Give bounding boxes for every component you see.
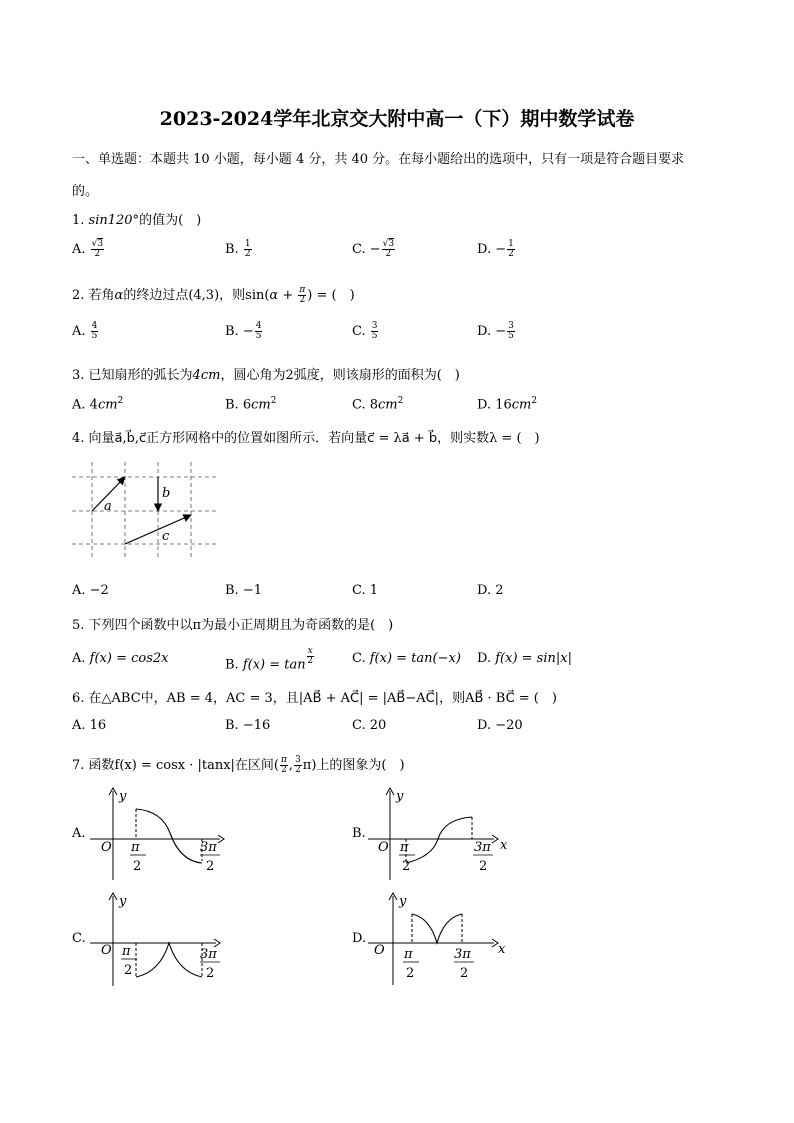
question-6-option-c: C. 20 [352, 718, 387, 733]
question-3-option-a: A. $4cm^2$ [72, 396, 124, 413]
svg-text:O: O [374, 943, 385, 958]
graph-a [88, 785, 228, 885]
svg-text:3π: 3π [454, 947, 471, 962]
svg-text:O: O [378, 840, 389, 855]
svg-text:O: O [101, 943, 112, 958]
question-5-option-b: B. f(x) = tan $\frac{x}{2}$ [225, 646, 314, 673]
question-3-option-d: D. $16cm^2$ [477, 396, 538, 413]
question-1-option-b: B. $\frac{1}{2}$ [225, 239, 251, 259]
svg-text:x: x [500, 838, 508, 853]
question-5-option-d: D. f(x) = sin|x| [477, 651, 572, 666]
question-3-option-b: B. $6cm^2$ [225, 396, 277, 413]
page-title: 2023-2024学年北京交大附中高一（下）期中数学试卷 [159, 108, 635, 130]
question-1-option-d: D. − $\frac{1}{2}$ [477, 239, 514, 259]
vector-grid-figure [66, 460, 226, 560]
question-7-option-a-label: A. [72, 826, 86, 841]
svg-text:2: 2 [206, 966, 215, 981]
fraction: $\frac{4}{5}$ [255, 321, 262, 341]
svg-text:2: 2 [206, 859, 215, 874]
svg-text:y: y [396, 789, 404, 804]
curve-b [406, 817, 472, 863]
question-4-option-a: A. −2 [72, 583, 109, 598]
svg-text:3π: 3π [200, 947, 217, 962]
svg-text:π: π [122, 944, 131, 959]
question-1-stem: 1. sin120°的值为( ) [72, 213, 202, 228]
svg-text:y: y [399, 894, 407, 909]
fraction: $\frac{3}{5}$ [508, 321, 514, 341]
label-b: b [162, 486, 171, 501]
question-7-stem: 7. 函数f(x) = cosx · |tanx|在区间( $\frac{\pi}{2}$ , $\frac{3}{2}$ π)上的图象为( ) [72, 755, 405, 775]
question-6-option-b: B. −16 [225, 718, 271, 733]
question-2-option-a: A. $\frac{4}{5}$ [72, 321, 98, 341]
svg-text:2: 2 [124, 963, 133, 978]
svg-text:y: y [119, 789, 127, 804]
fraction: $\frac{\pi}{2}$ [281, 755, 287, 775]
fraction: $\frac{x}{2}$ [307, 646, 314, 666]
question-1-option-a: A. $\frac{√3}{2}$ [72, 239, 104, 259]
graph-b [366, 785, 516, 885]
question-7-option-d-label: D. [352, 931, 367, 946]
question-4-stem: 4. 向量a⃗,b⃗,c⃗正方形网格中的位置如图所示．若向量c⃗ = λa⃗ + b⃗，则实数λ = ( ) [72, 431, 540, 446]
question-2-option-b: B. − $\frac{4}{5}$ [225, 321, 262, 341]
svg-text:3π: 3π [474, 840, 491, 855]
fraction: $\frac{4}{5}$ [91, 321, 98, 341]
svg-text:π: π [404, 947, 413, 962]
question-7-option-b-label: B. [352, 826, 366, 841]
label-a: a [104, 499, 112, 514]
question-4-option-d: D. 2 [477, 583, 504, 598]
svg-text:3π: 3π [200, 840, 217, 855]
question-1-option-c: C. − $\frac{√3}{2}$ [352, 239, 395, 259]
question-6-stem: 6. 在△ABC中，AB = 4，AC = 3，且|AB⃗ + AC⃗| = |AB⃗−AC⃗|，则AB⃗ · BC⃗ = ( ) [72, 691, 557, 706]
svg-text:π: π [131, 840, 140, 855]
question-2-stem: 2. 若角α的终边过点(4,3)，则sin(α + $\frac{\pi}{2}$ ) = ( ) [72, 285, 355, 305]
question-4-option-c: C. 1 [352, 583, 379, 598]
section-heading-cont: 的。 [72, 184, 99, 199]
curve-d [412, 914, 462, 943]
question-3-stem: 3. 已知扇形的弧长为4cm，圆心角为2弧度，则该扇形的面积为( ) [72, 368, 460, 383]
question-5-option-c: C. f(x) = tan(−x) [352, 651, 461, 666]
question-7-option-c-label: C. [72, 931, 86, 946]
svg-text:y: y [119, 894, 127, 909]
section-heading: 一、单选题：本题共 10 小题，每小题 4 分，共 40 分。在每小题给出的选项中，只有一项是符合题目要求 [72, 152, 685, 167]
question-6-option-a: A. 16 [72, 718, 107, 733]
svg-text:2: 2 [406, 966, 415, 981]
svg-text:2: 2 [479, 859, 488, 874]
question-4-option-b: B. −1 [225, 583, 262, 598]
graph-c [88, 890, 228, 990]
svg-text:2: 2 [402, 859, 411, 874]
question-2-option-c: C. $\frac{3}{5}$ [352, 321, 378, 341]
graph-d [366, 890, 516, 990]
fraction: $\frac{√3}{2}$ [382, 239, 395, 259]
svg-text:O: O [101, 840, 112, 855]
fraction: $\frac{3}{5}$ [371, 321, 378, 341]
question-6-option-d: D. −20 [477, 718, 523, 733]
svg-text:2: 2 [133, 859, 142, 874]
fraction: $\frac{\pi}{2}$ [299, 285, 306, 305]
svg-text:x: x [498, 942, 506, 957]
svg-text:π: π [400, 840, 409, 855]
label-c: c [162, 529, 170, 544]
fraction: $\frac{1}{2}$ [508, 239, 514, 259]
question-2-option-d: D. − $\frac{3}{5}$ [477, 321, 514, 341]
fraction: $\frac{3}{2}$ [295, 755, 301, 775]
svg-text:2: 2 [460, 966, 469, 981]
question-3-option-c: C. $8cm^2$ [352, 396, 404, 413]
fraction: $\frac{√3}{2}$ [91, 239, 104, 259]
question-5-stem: 5. 下列四个函数中以π为最小正周期且为奇函数的是( ) [72, 618, 394, 633]
question-5-option-a: A. f(x) = cos2x [72, 651, 169, 666]
curve-c [136, 943, 202, 977]
fraction: $\frac{1}{2}$ [244, 239, 251, 259]
